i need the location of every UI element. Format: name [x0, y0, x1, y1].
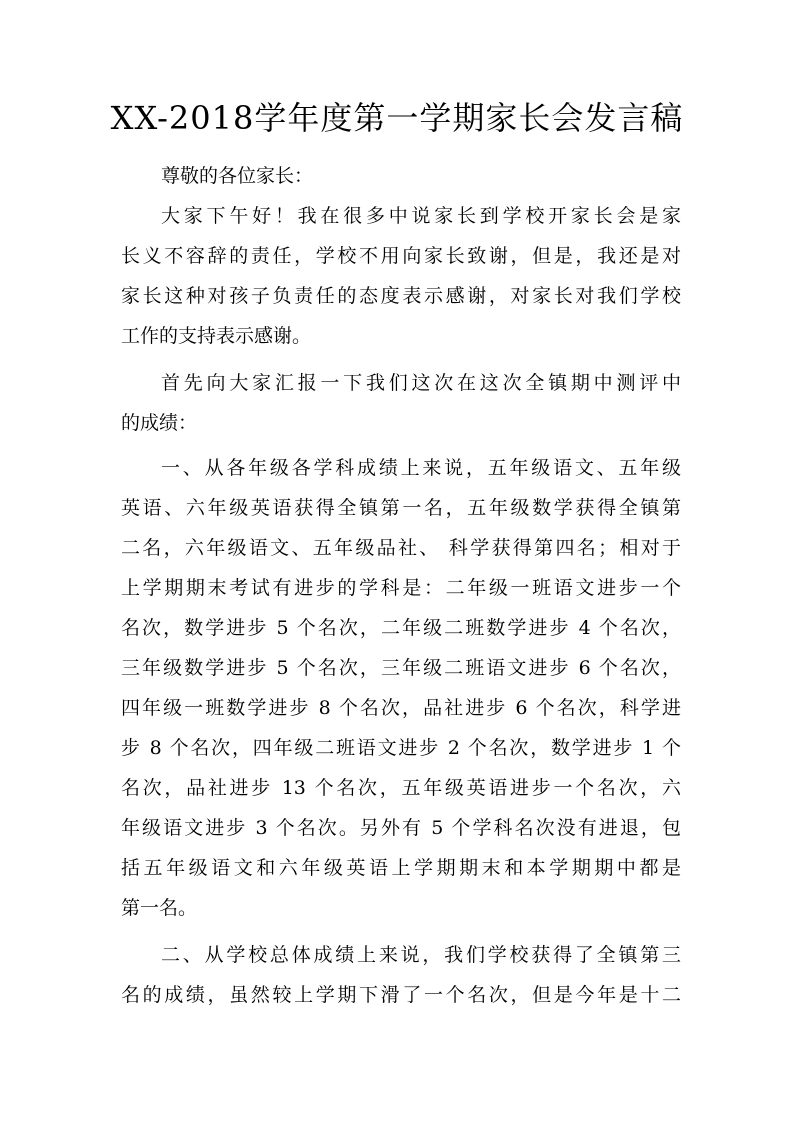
body-line: 英语、六年级英语获得全镇第一名，五年级数学获得全镇第	[121, 497, 681, 519]
body-line: 工作的支持表示感谢。	[121, 325, 312, 347]
salutation-line: 尊敬的各位家长：	[161, 165, 314, 187]
body-line: 二名，六年级语文、五年级品社、 科学获得第四名；相对于	[121, 537, 681, 559]
body-line: 首先向大家汇报一下我们这次在这次全镇期中测评中	[161, 372, 681, 394]
body-line: 第一名。	[121, 897, 198, 919]
body-line: 四年级一班数学进步 8 个名次，品社进步 6 个名次，科学进	[121, 697, 681, 719]
body-line: 括五年级语文和六年级英语上学期期末和本学期期中都是	[121, 857, 681, 879]
body-line: 步 8 个名次，四年级二班语文进步 2 个名次，数学进步 1 个	[121, 737, 681, 759]
body-line: 名次，品社进步 13 个名次，五年级英语进步一个名次，六	[121, 777, 681, 799]
body-line: 三年级数学进步 5 个名次，三年级二班语文进步 6 个名次，	[121, 657, 681, 679]
body-line: 一、从各年级各学科成绩上来说，五年级语文、五年级	[161, 457, 681, 479]
document-title: XX-2018学年度第一学期家长会发言稿	[110, 99, 684, 137]
body-line: 家长这种对孩子负责任的态度表示感谢，对家长对我们学校	[121, 285, 681, 307]
body-line: 长义不容辞的责任，学校不用向家长致谢，但是，我还是对	[121, 245, 681, 267]
body-line: 上学期期末考试有进步的学科是：二年级一班语文进步一个	[121, 577, 681, 599]
body-line: 名的成绩，虽然较上学期下滑了一个名次，但是今年是十二	[121, 984, 681, 1006]
body-line: 名次，数学进步 5 个名次，二年级二班数学进步 4 个名次，	[121, 617, 681, 639]
body-line: 的成绩：	[121, 412, 198, 434]
body-line: 二、从学校总体成绩上来说，我们学校获得了全镇第三	[161, 944, 681, 966]
body-line: 年级语文进步 3 个名次。另外有 5 个学科名次没有进退，包	[121, 817, 681, 839]
body-line: 大家下午好！我在很多中说家长到学校开家长会是家	[161, 205, 681, 227]
